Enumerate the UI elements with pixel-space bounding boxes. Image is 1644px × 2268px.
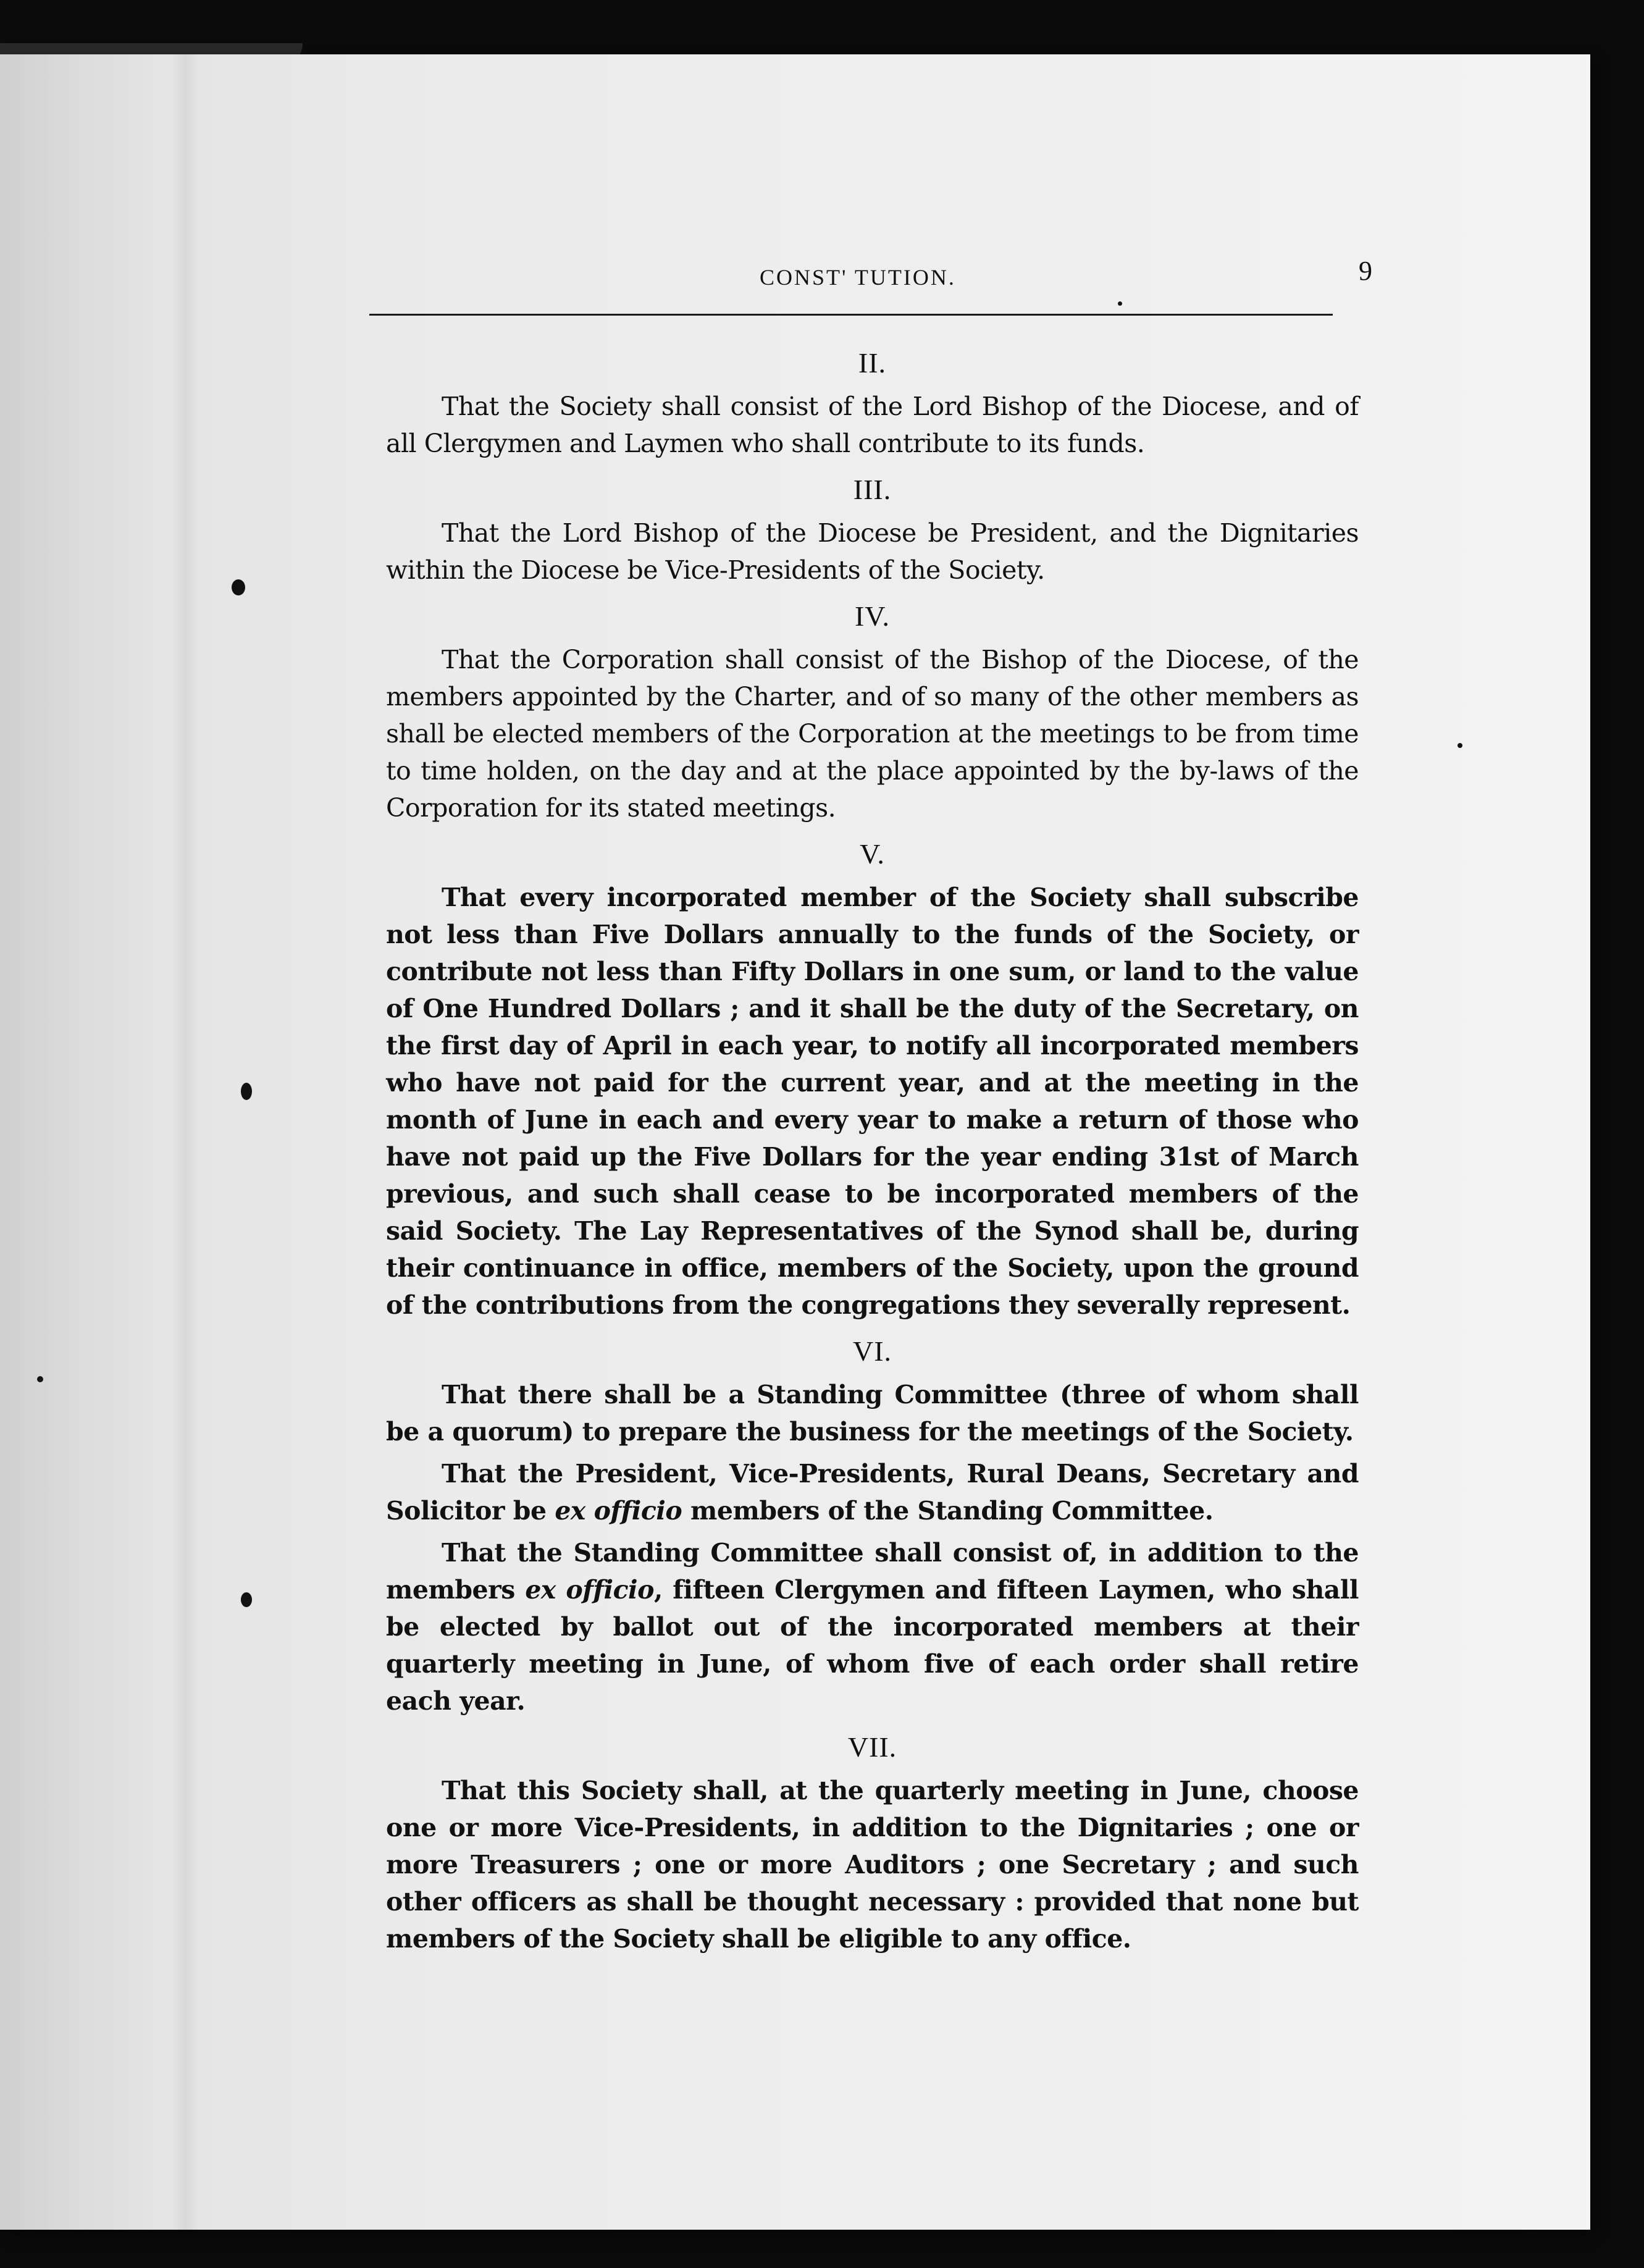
- section-v: [386, 838, 1359, 1324]
- paragraph: That every incorporated member of the Society shall subscribe not less than Five Dollars annually to the funds of the Society, or contribute not less than Fifty Dollars in one sum, or land to the value of One Hundred Dollars ; and it shall be the duty of the Secretary, on the first day of April in each year, to notify all incorporated members who have not paid for the current year, and at the meeting in the month of June in each and every year to make a return of those who have not paid up the Five Dollars for the year ending 31st of March previous, and such shall cease to be incorporated members of the said Society. The Lay Representatives of the Synod shall be, during their continuance in office, members of the Society, upon the ground of the contributions from the congregations they severally represent.: [386, 883, 1359, 1320]
- section-number: III.: [853, 474, 892, 505]
- section-vi: [386, 1335, 1359, 1720]
- paragraph: That this Society shall, at the quarterly meeting in June, choose one or more Vice-Presidents, in addition to the Dignitaries ; one or more Treasurers ; one or more Auditors ; one Secretary ; and such other officers as shall be thought necessary : provided that none but members of the Society shall be eligible to any office.: [386, 1776, 1359, 1954]
- section-number: V.: [860, 838, 885, 870]
- ink-speck: [232, 579, 245, 595]
- section-number: II.: [858, 347, 887, 379]
- ink-speck: [37, 1376, 43, 1382]
- ink-speck: [241, 1083, 252, 1100]
- section-number: IV.: [854, 600, 891, 632]
- paragraph-text: members of the Standing Committee.: [682, 1496, 1214, 1526]
- paragraph-committee-composition: [386, 1534, 1359, 1720]
- paragraph: That the Lord Bishop of the Diocese be President, and the Dignitaries within the Diocese be Vice-Presidents of the Society.: [386, 518, 1359, 585]
- page-gutter: [173, 54, 198, 2230]
- ink-speck: [1457, 743, 1462, 748]
- page-body: [386, 335, 1359, 1962]
- italic-phrase: ex officio: [555, 1496, 682, 1526]
- page-number: 9: [1359, 256, 1372, 286]
- ink-speck: [241, 1592, 252, 1607]
- paragraph: That the Corporation shall consist of the Bishop of the Diocese, of the members appointed by the Charter, and of so many of the other members as shall be elected members of the Corporation at the meetings to be from time to time holden, on the day and at the place appointed by the by-laws of the Corporation for its stated meetings.: [386, 645, 1359, 823]
- section-number: VI.: [852, 1335, 892, 1367]
- running-title: CONST' TUTION.: [760, 265, 956, 290]
- italic-phrase: ex officio: [525, 1575, 654, 1605]
- paragraph-ex-officio-members: [386, 1455, 1359, 1529]
- section-iv: [386, 600, 1359, 826]
- section-ii: [386, 346, 1359, 462]
- paragraph: That there shall be a Standing Committee (three of whom shall be a quorum) to prepare the business for the meetings of the Society.: [386, 1380, 1359, 1447]
- paragraph-text: That the Standing Committee shall consist of, in addition to the members: [386, 1538, 1359, 1605]
- section-vii: [386, 1731, 1359, 1957]
- paragraph: That the Society shall consist of the Lord Bishop of the Diocese, and of all Clergymen and Laymen who shall contribute to its funds.: [386, 392, 1359, 458]
- ink-speck: [1118, 301, 1122, 306]
- book-page: [0, 54, 1590, 2230]
- header-rule: [369, 314, 1333, 316]
- section-iii: [386, 473, 1359, 589]
- paragraph-text: , fifteen Clergymen and fifteen Laymen, who shall be elected by ballot out of the incorporated members at their quarterly meeting in June, of whom five of each order shall retire each year.: [386, 1575, 1359, 1716]
- page-header: [0, 54, 1590, 290]
- paragraph-text: That the President, Vice-Presidents, Rural Deans, Secretary and Solicitor be: [386, 1459, 1359, 1526]
- section-number: VII.: [847, 1731, 897, 1763]
